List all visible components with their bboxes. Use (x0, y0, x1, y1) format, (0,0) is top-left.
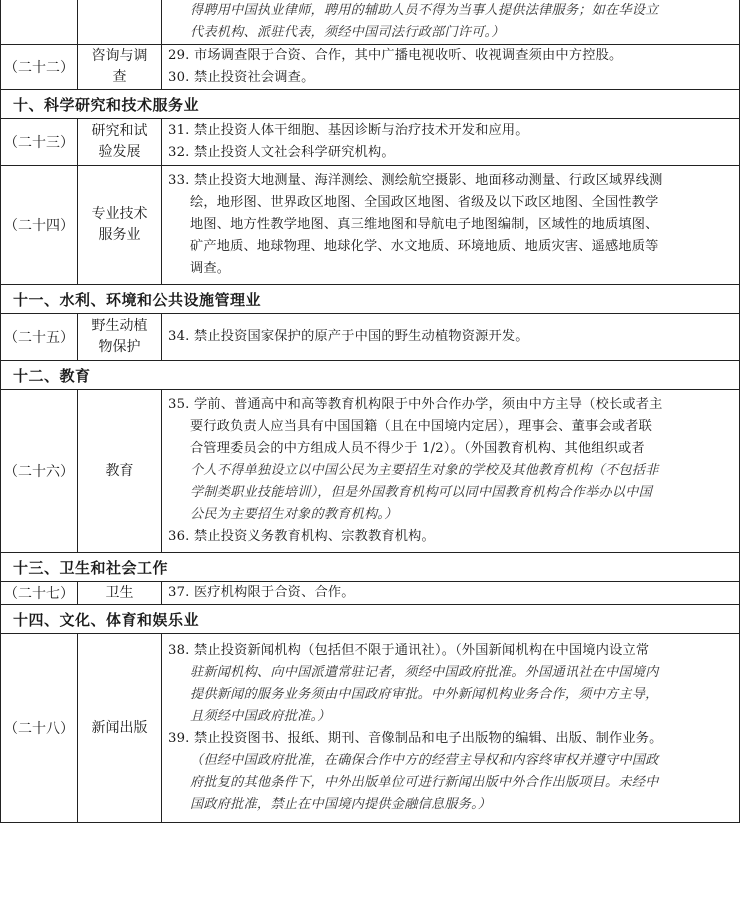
row-items: 34. 禁止投资国家保护的原产于中国的野生动植物资源开发。 (162, 314, 740, 361)
table-row-23 (1, 119, 740, 166)
section-heading: 十二、教育 (1, 361, 740, 390)
section-heading-row (1, 553, 740, 582)
row-code: （二十二） (1, 45, 78, 90)
row-items: 33. 禁止投资大地测量、海洋测绘、测绘航空摄影、地面移动测量、行政区域界线测 绘，地形图、世界政区地图、全国政区地图、省级及以下政区地图、全国性教学 地图、地方性教学地图、真三维地图和导航电子地图编制，区域性的地质填图、 矿产地质、地球物理、地球化学、水文地质、环境地质、地质灾害、遥感地质等 调查。 (162, 166, 740, 285)
row-category: 野生动植 物保护 (78, 314, 162, 361)
table-row-28 (1, 634, 740, 823)
section-heading: 十四、文化、体育和娱乐业 (1, 605, 740, 634)
section-heading: 十一、水利、环境和公共设施管理业 (1, 285, 740, 314)
row-code: （二十六） (1, 390, 78, 553)
section-heading-row (1, 285, 740, 314)
table-row-24 (1, 166, 740, 285)
table-row-27 (1, 582, 740, 605)
item-text-continuation: 得聘用中国执业律师，聘用的辅助人员不得为当事人提供法律服务；如在华设立 代表机构、派驻代表，须经中国司法行政部门许可。） (162, 0, 740, 45)
row-code: （二十七） (1, 582, 78, 605)
row-items: 37. 医疗机构限于合资、合作。 (162, 582, 740, 605)
section-heading-row (1, 361, 740, 390)
row-category: 研究和试 验发展 (78, 119, 162, 166)
table-row-continuation (1, 0, 740, 45)
row-code: （二十八） (1, 634, 78, 823)
row-code: （二十三） (1, 119, 78, 166)
row-items: 35. 学前、普通高中和高等教育机构限于中外合作办学，须由中方主导（校长或者主 要行政负责人应当具有中国国籍（且在中国境内定居），理事会、董事会或者联 合管理委员会的中方组成人员不得少于 1/2）。（外国教育机构、其他组织或者 个人不得单独设立以中国公民为主要招生对象的学校及其他教育机构（不包括非 学制类职业技能培训），但是外国教育机构可以同中国教育机构合作举办以中国 公民为主要招生对象的教育机构。） 36. 禁止投资义务教育机构、宗教教育机构。 (162, 390, 740, 553)
section-heading: 十、科学研究和技术服务业 (1, 90, 740, 119)
row-category: 新闻出版 (78, 634, 162, 823)
row-category: 教育 (78, 390, 162, 553)
table-row-26 (1, 390, 740, 553)
row-category: 专业技术 服务业 (78, 166, 162, 285)
row-category: 卫生 (78, 582, 162, 605)
section-heading-row (1, 90, 740, 119)
section-heading: 十三、卫生和社会工作 (1, 553, 740, 582)
row-items: 31. 禁止投资人体干细胞、基因诊断与治疗技术开发和应用。 32. 禁止投资人文社会科学研究机构。 (162, 119, 740, 166)
section-heading-row (1, 605, 740, 634)
row-code: （二十四） (1, 166, 78, 285)
row-category: 咨询与调 查 (78, 45, 162, 90)
row-code: （二十五） (1, 314, 78, 361)
table-row-22 (1, 45, 740, 90)
row-items: 38. 禁止投资新闻机构（包括但不限于通讯社）。（外国新闻机构在中国境内设立常 驻新闻机构、向中国派遣常驻记者，须经中国政府批准。外国通讯社在中国境内 提供新闻的服务业务须由中国政府审批。中外新闻机构业务合作，须中方主导， 且须经中国政府批准。） 39. 禁止投资图书、报纸、期刊、音像制品和电子出版物的编辑、出版、制作业务。 （但经中国政府批准，在确保合作中方的经营主导权和内容终审权并遵守中国政 府批复的其他条件下，中外出版单位可进行新闻出版中外合作出版项目。未经中 国政府批准，禁止在中国境内提供金融信息服务。） (162, 634, 740, 823)
row-items: 29. 市场调查限于合资、合作，其中广播电视收听、收视调查须由中方控股。 30. 禁止投资社会调查。 (162, 45, 740, 90)
table-row-25 (1, 314, 740, 361)
